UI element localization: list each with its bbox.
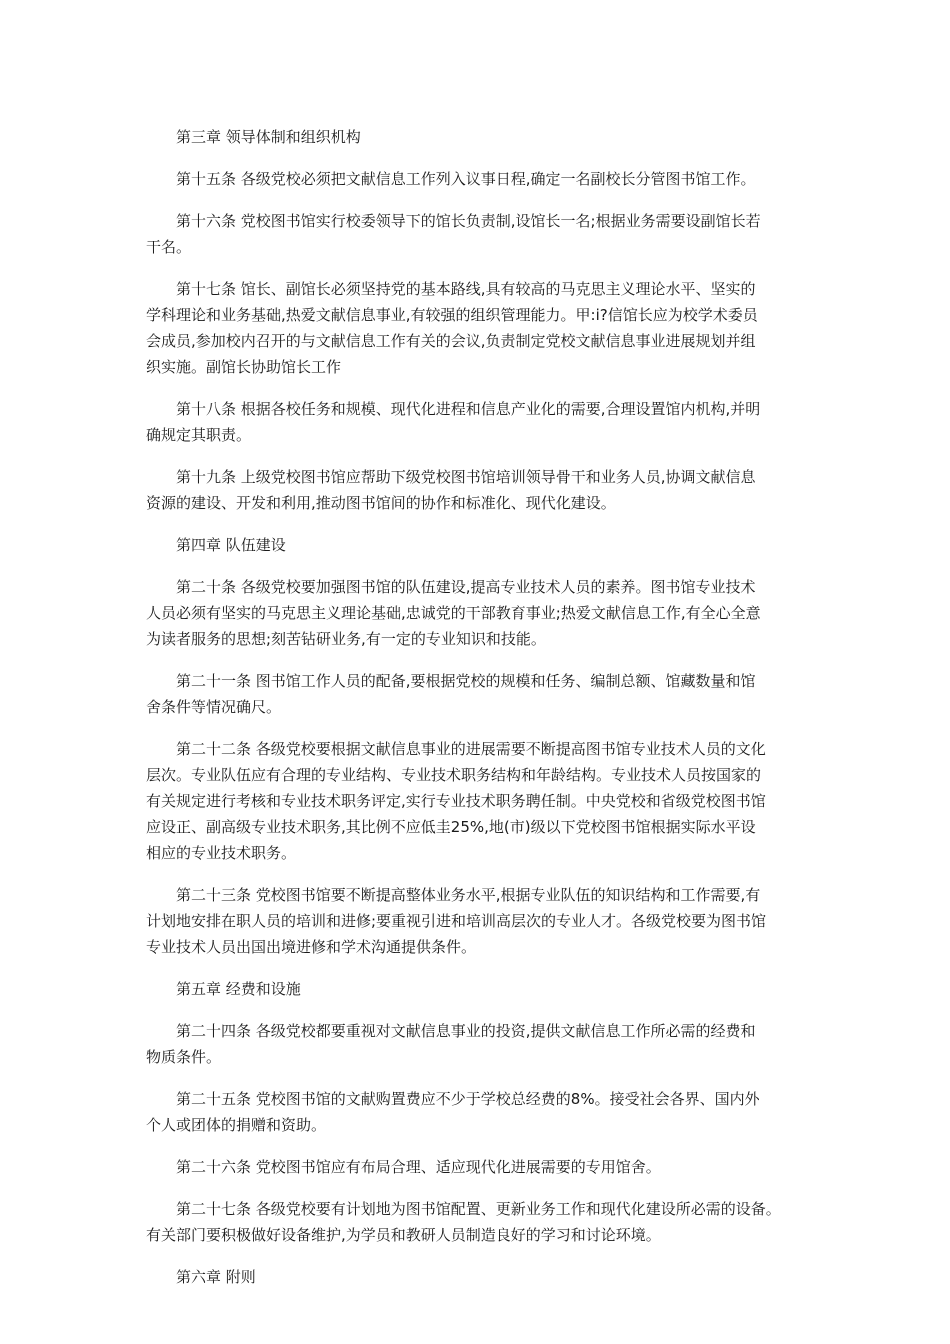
article-25: 第二十五条 党校图书馆的文献购置费应不少于学校总经费的8%。接受社会各界、国内外 个人或团体的捐赠和资助。 <box>146 1090 760 1134</box>
article-24: 第二十四条 各级党校都要重视对文献信息事业的投资,提供文献信息工作所必需的经费和 物质条件。 <box>146 1022 756 1066</box>
chapter-heading-3: 第三章 领导体制和组织机构 <box>176 128 361 146</box>
document-body <box>146 124 826 1306</box>
article-17: 第十七条 馆长、副馆长必须坚持党的基本路线,具有较高的马克思主义理论水平、坚实的 学科理论和业务基础,热爱文献信息事业,有较强的组织管理能力。甲:i?信馆长应为校学术委员 会成员,参加校内召开的与文献信息工作有关的会议,负责制定党校文献信息事业进展规划并组 织实施。副馆长协助馆长工作 <box>146 280 758 376</box>
article-26: 第二十六条 党校图书馆应有布局合理、适应现代化进展需要的专用馆舍。 <box>176 1158 661 1176</box>
chapter-heading-4: 第四章 队伍建设 <box>176 536 286 554</box>
article-23: 第二十三条 党校图书馆要不断提高整体业务水平,根据专业队伍的知识结构和工作需要,有 计划地安排在职人员的培训和进修;要重视引进和培训高层次的专业人才。各级党校要为图书馆 专业技术人员出国出境进修和学术沟通提供条件。 <box>146 886 767 956</box>
chapter-heading-5: 第五章 经费和设施 <box>176 980 301 998</box>
article-19: 第十九条 上级党校图书馆应帮助下级党校图书馆培训领导骨干和业务人员,协调文献信息 资源的建设、开发和利用,推动图书馆间的协作和标准化、现代化建设。 <box>146 468 756 512</box>
article-16: 第十六条 党校图书馆实行校委领导下的馆长负责制,设馆长一名;根据业务需要设副馆长若 干名。 <box>146 212 761 256</box>
article-22: 第二十二条 各级党校要根据文献信息事业的进展需要不断提高图书馆专业技术人员的文化 层次。专业队伍应有合理的专业结构、专业技术职务结构和年龄结构。专业技术人员按国家的 有关规定进行考核和专业技术职务评定,实行专业技术职务聘任制。中央党校和省级党校图书馆 应设正、副高级专业技术职务,其比例不应低圭25%,地(市)级以下党校图书馆根据实际水平设 相应的专业技术职务。 <box>146 740 766 862</box>
chapter-heading-6: 第六章 附则 <box>176 1268 256 1286</box>
article-27: 第二十七条 各级党校要有计划地为图书馆配置、更新业务工作和现代化建设所必需的设备。 有关部门要积极做好设备维护,为学员和教研人员制造良好的学习和讨论环境。 <box>146 1200 781 1244</box>
article-15: 第十五条 各级党校必须把文献信息工作列入议事日程,确定一名副校长分管图书馆工作。 <box>176 170 756 188</box>
article-20: 第二十条 各级党校要加强图书馆的队伍建设,提高专业技术人员的素养。图书馆专业技术 人员必须有坚实的马克思主义理论基础,忠诚党的干部教育事业;热爱文献信息工作,有全心全意 为读者服务的思想;刻苦钻研业务,有一定的专业知识和技能。 <box>146 578 761 648</box>
article-18: 第十八条 根据各校任务和规模、现代化进程和信息产业化的需要,合理设置馆内机构,并明 确规定其职责。 <box>146 400 761 444</box>
article-21: 第二十一条 图书馆工作人员的配备,要根据党校的规模和任务、编制总额、馆藏数量和馆 舍条件等情况确尺。 <box>146 672 756 716</box>
